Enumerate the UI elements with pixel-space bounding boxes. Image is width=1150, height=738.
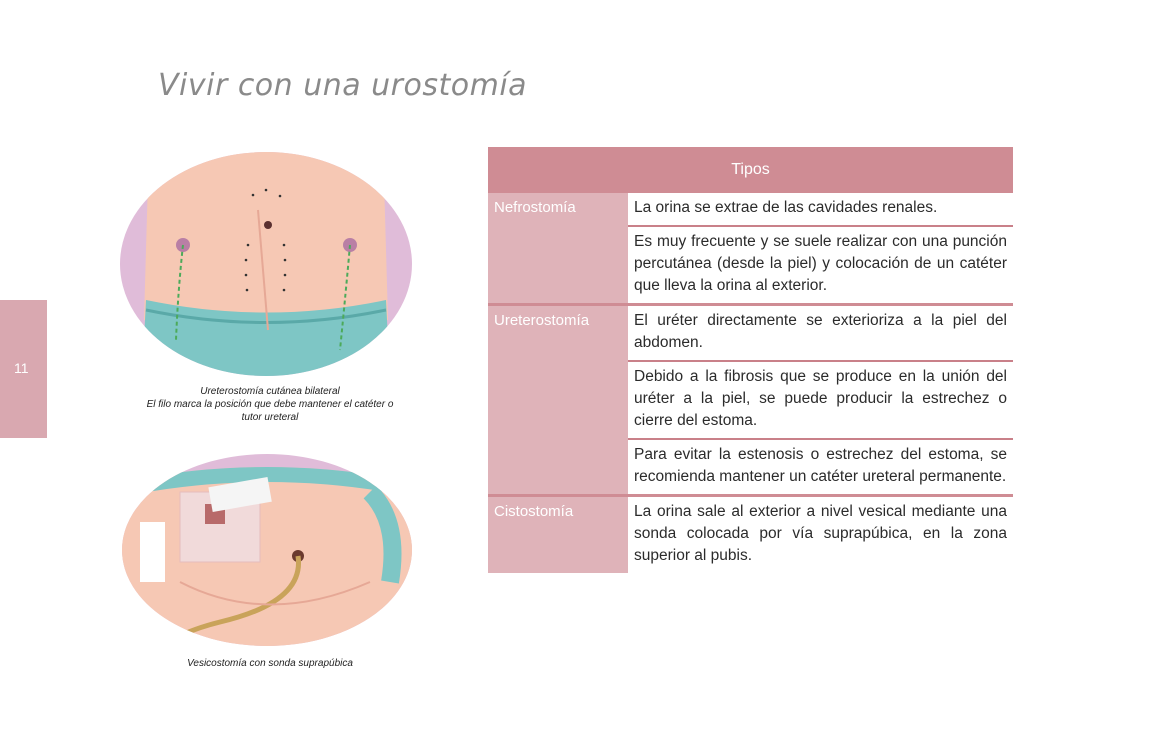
type-description: El uréter directamente se exterioriza a la piel del abdomen. bbox=[628, 305, 1013, 362]
ureterostomy-caption bbox=[110, 385, 430, 424]
table-row bbox=[488, 305, 1013, 362]
type-cistostomia: Cistostomía bbox=[488, 496, 628, 574]
vesicostomy-illustration bbox=[120, 452, 414, 648]
page-title: Vivir con una urostomía bbox=[158, 68, 528, 103]
type-description: La orina se extrae de las cavidades renales. bbox=[634, 199, 938, 216]
type-ureterostomia: Ureterostomía bbox=[488, 305, 628, 496]
vesicostomy-caption bbox=[110, 657, 430, 670]
type-description: La orina sale al exterior a nivel vesical mediante una sonda colocada por vía suprapúbica, en la zona superior al pubis. bbox=[628, 496, 1013, 574]
caption-line: El filo marca la posición que debe mantener el catéter o bbox=[146, 399, 394, 410]
type-description: Es muy frecuente y se suele realizar con una punción percutánea (desde la piel) y colocación de un catéter que lleva la orina al exterior. bbox=[628, 226, 1013, 305]
ureterostomy-illustration bbox=[118, 150, 414, 378]
table-row bbox=[488, 193, 1013, 226]
type-nefrostomia: Nefrostomía bbox=[488, 193, 628, 305]
caption-line: Vesicostomía con sonda suprapúbica bbox=[187, 658, 353, 669]
caption-line: tutor ureteral bbox=[241, 412, 299, 423]
types-table bbox=[488, 147, 1013, 573]
caption-line: Ureterostomía cutánea bilateral bbox=[200, 386, 340, 397]
table-row bbox=[488, 496, 1013, 574]
page-side-tab bbox=[0, 300, 47, 438]
type-description: Para evitar la estenosis o estrechez del estoma, se recomienda mantener un catéter ureteral permanente. bbox=[628, 439, 1013, 496]
type-description: Debido a la fibrosis que se produce en la unión del uréter a la piel, se puede producir la estrechez o cierre del estoma. bbox=[628, 361, 1013, 439]
page-number: 11 bbox=[14, 360, 29, 376]
table-header: Tipos bbox=[488, 147, 1013, 193]
